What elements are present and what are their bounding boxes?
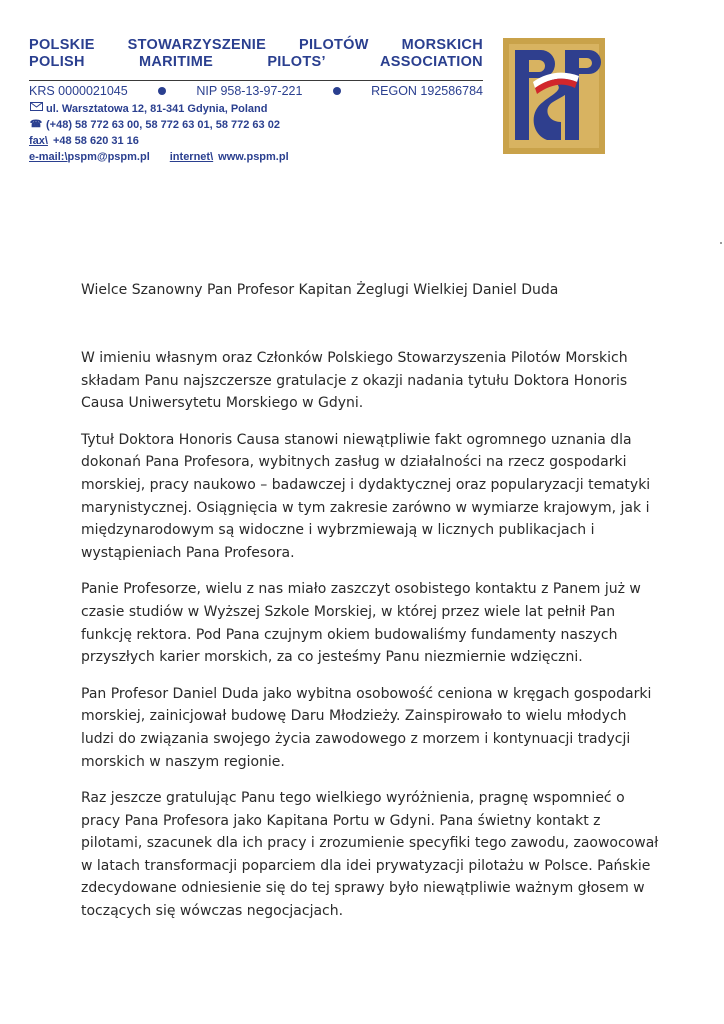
salutation: Wielce Szanowny Pan Profesor Kapitan Żeglugi Wielkiej Daniel Duda xyxy=(81,282,559,298)
nip-number: NIP 958-13-97-221 xyxy=(196,84,303,98)
address-line xyxy=(29,101,369,117)
email-link[interactable]: pspm@pspm.pl xyxy=(67,151,150,163)
phone-text: (+48) 58 772 63 00, 58 772 63 01, 58 772 63 02 xyxy=(46,119,280,131)
org-word: MARITIME xyxy=(139,54,214,70)
organization-name xyxy=(29,37,483,71)
email-web-line xyxy=(29,149,369,165)
paragraph: Pan Profesor Daniel Duda jako wybitna osobowość ceniona w kręgach gospodarki morskiej, zainicjował budowę Daru Młodzieży. Zainspirowało to wielu młodych ludzi do związania swojego życia zawodowego z morzem i kontynuacji tradycji morskich w naszym regionie. xyxy=(81,685,652,770)
registration-numbers xyxy=(29,84,483,98)
address-text: ul. Warsztatowa 12, 81-341 Gdynia, Poland xyxy=(46,103,268,115)
website-link[interactable]: www.pspm.pl xyxy=(218,151,289,163)
org-word: PILOTS’ xyxy=(267,54,326,70)
association-logo xyxy=(503,38,605,154)
krs-number: KRS 0000021045 xyxy=(29,84,128,98)
org-word: PILOTÓW xyxy=(298,37,369,53)
paragraph: Tytuł Doktora Honoris Causa stanowi niewątpliwie fakt ogromnego uznania dla dokonań Pana Profesora, wybitnych zasług w działalności na rzecz gospodarki morskiej, pracy naukowo – badawczej i dydaktycznej oraz popularyzacji tematyki marynistycznej. Osiągnięcia w tym zakresie zarówno w wymiarze krajowym, jak i międzynarodowym są widoczne i wybrzmiewają w licznych publikacjach i wystąpieniach Pana Profesora. xyxy=(81,431,651,561)
telephone-icon: ☎ xyxy=(29,119,43,130)
organization-name-polish xyxy=(29,37,483,54)
org-word: POLSKIE xyxy=(29,37,95,53)
org-word: ASSOCIATION xyxy=(380,54,483,70)
fax-number: +48 58 620 31 16 xyxy=(52,135,139,147)
scan-artifact xyxy=(720,242,722,244)
email-label: e-mail:\ xyxy=(29,151,68,163)
fax-label: fax\ xyxy=(29,135,48,147)
letter-body xyxy=(81,347,661,937)
phone-line xyxy=(29,117,369,133)
internet-label: internet\ xyxy=(169,151,214,163)
fax-line xyxy=(29,133,369,149)
paragraph: Panie Profesorze, wielu z nas miało zaszczyt osobistego kontaktu z Panem już w czasie studiów w Wyższej Szkole Morskiej, w której przez wiele lat pełnił Pan funkcję rektora. Pod Pana czujnym okiem budowaliśmy fundamenty naszych przyszłych karier morskich, za co jesteśmy Panu niezmiernie wdzięczni. xyxy=(81,581,641,666)
letterhead-divider xyxy=(29,80,483,81)
org-word: MORSKICH xyxy=(401,37,483,53)
bullet-icon xyxy=(158,87,166,95)
paragraph: W imieniu własnym oraz Członków Polskiego Stowarzyszenia Pilotów Morskich składam Panu najszczersze gratulacje z okazji nadania tytułu Doktora Honoris Causa Uniwersytetu Morskiego w Gdyni. xyxy=(81,350,628,412)
organization-name-english xyxy=(29,54,483,71)
org-word: POLISH xyxy=(29,54,85,70)
contact-details xyxy=(29,101,369,165)
regon-number: REGON 192586784 xyxy=(371,84,483,98)
envelope-icon xyxy=(29,101,43,117)
bullet-icon xyxy=(333,87,341,95)
paragraph: Raz jeszcze gratulując Panu tego wielkiego wyróżnienia, pragnę wspomnieć o pracy Pana Profesora jako Kapitana Portu w Gdyni. Pana świetny kontakt z pilotami, szacunek dla ich pracy i zrozumienie specyfiki tego zawodu, zaowocował w latach transformacji poparciem dla idei prywatyzacji pilotażu w Polsce. Pańskie zdecydowane odniesienie się do tej sprawy było niewątpliwie ważnym głosem w toczących się wówczas negocjacjach. xyxy=(81,790,659,920)
org-word: STOWARZYSZENIE xyxy=(127,37,267,53)
